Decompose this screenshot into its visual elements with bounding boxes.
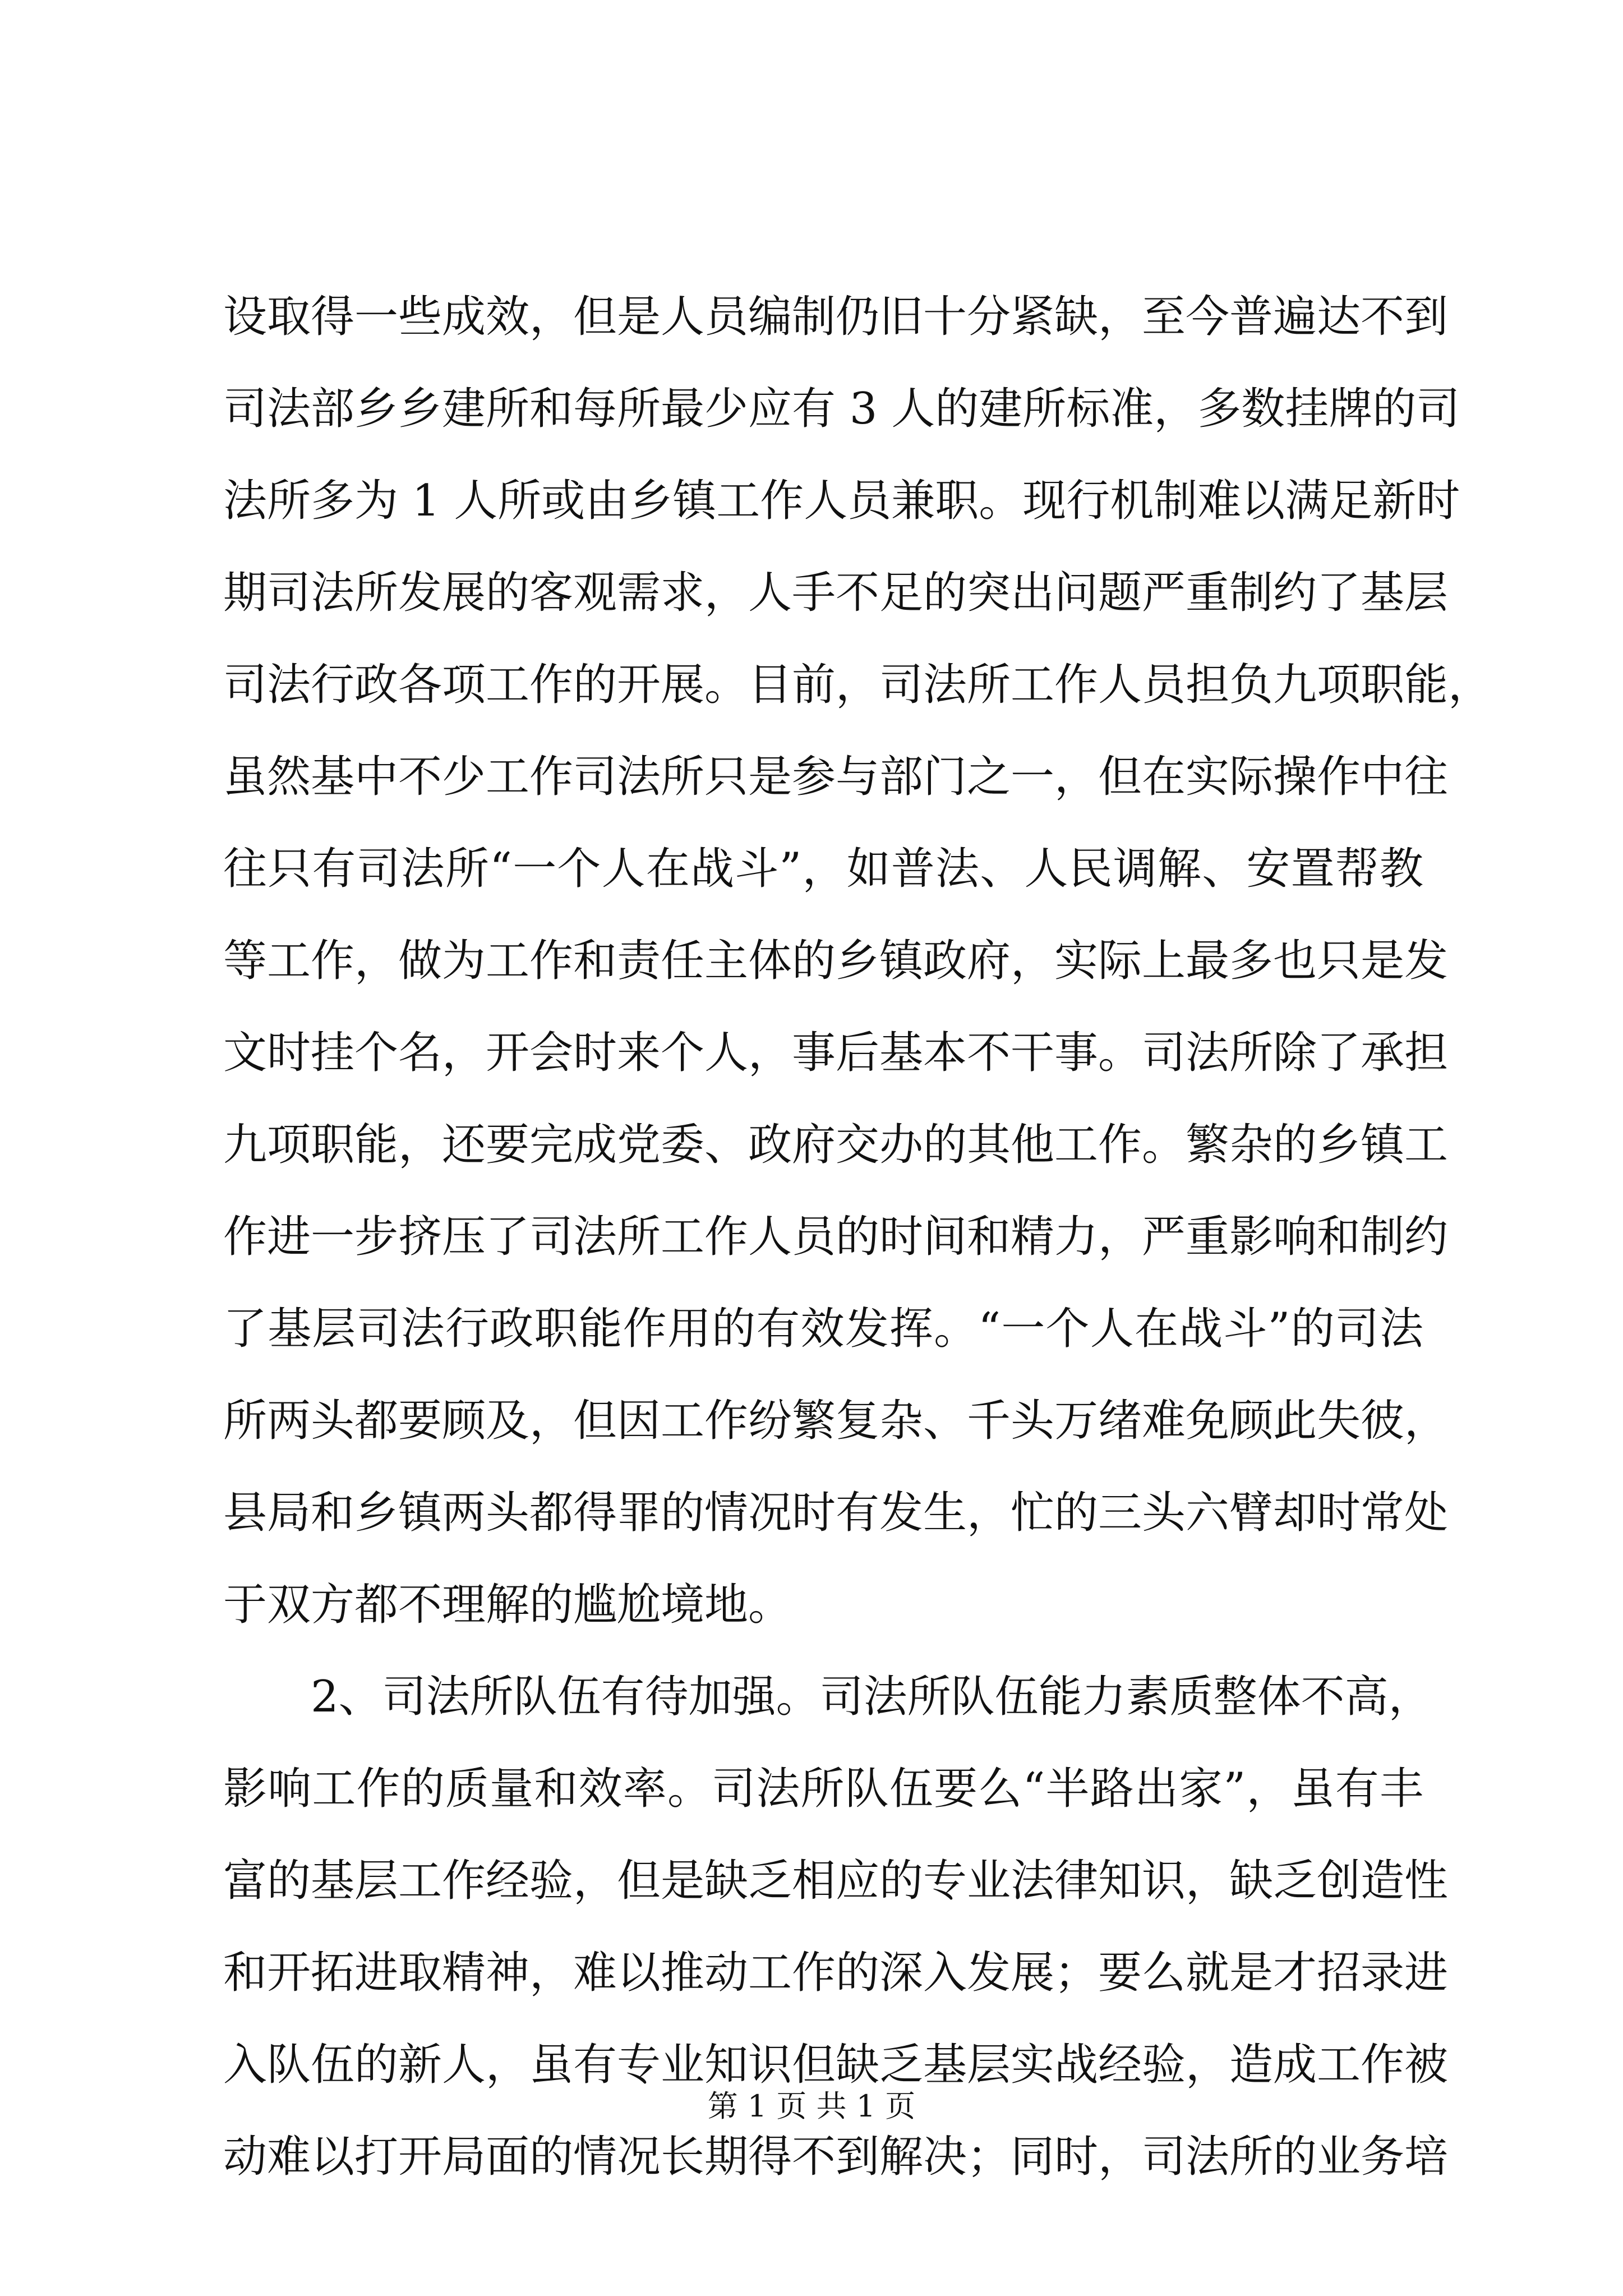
text-line: 虽然基中不少工作司法所只是参与部门之一，但在实际操作中往	[223, 752, 1449, 802]
text-line: 期司法所发展的客观需求，人手不足的突出问题严重制约了基层	[223, 568, 1449, 618]
text-line: 往只有司法所“一个人在战斗”，如普法、人民调解、安置帮教	[223, 844, 1423, 894]
text-line: 设取得一些成效，但是人员编制仍旧十分紧缺，至今普遍达不到	[223, 292, 1449, 342]
text-line: 入队伍的新人，虽有专业知识但缺乏基层实战经验，造成工作被	[223, 2040, 1449, 2090]
text-line: 文时挂个名，开会时来个人，事后基本不干事。司法所除了承担	[223, 1028, 1449, 1078]
text-line: 九项职能，还要完成党委、政府交办的其他工作。繁杂的乡镇工	[223, 1120, 1449, 1170]
text-line: 县局和乡镇两头都得罪的情况时有发生，忙的三头六臂却时常处	[223, 1488, 1449, 1538]
text-line: 动难以打开局面的情况长期得不到解决；同时，司法所的业务培	[223, 2132, 1449, 2182]
text-line: 和开拓进取精神，难以推动工作的深入发展；要么就是才招录进	[223, 1948, 1449, 1998]
text-line: 影响工作的质量和效率。司法所队伍要么“半路出家”，虽有丰	[223, 1764, 1423, 1814]
document-body	[223, 271, 1492, 2203]
text-line: 作进一步挤压了司法所工作人员的时间和精力，严重影响和制约	[223, 1212, 1449, 1262]
text-line: 2、司法所队伍有待加强。司法所队伍能力素质整体不高，	[311, 1672, 1432, 1722]
text-line: 法所多为 1 人所或由乡镇工作人员兼职。现行机制难以满足新时	[223, 476, 1460, 526]
page-footer	[0, 2082, 1623, 2125]
text-line: 所两头都要顾及，但因工作纷繁复杂、千头万绪难免顾此失彼，	[223, 1396, 1449, 1446]
paragraph-1	[223, 271, 1492, 1651]
text-line: 富的基层工作经验，但是缺乏相应的专业法律知识，缺乏创造性	[223, 1856, 1449, 1906]
text-line: 等工作，做为工作和责任主体的乡镇政府，实际上最多也只是发	[223, 936, 1449, 986]
page-indicator: 第 1 页 共 1 页	[707, 2088, 916, 2124]
text-line: 司法行政各项工作的开展。目前，司法所工作人员担负九项职能，	[223, 660, 1492, 710]
text-line: 司法部乡乡建所和每所最少应有 3 人的建所标准，多数挂牌的司	[223, 384, 1460, 434]
text-line: 了基层司法行政职能作用的有效发挥。“一个人在战斗”的司法	[223, 1304, 1423, 1354]
text-line: 于双方都不理解的尴尬境地。	[223, 1580, 792, 1630]
